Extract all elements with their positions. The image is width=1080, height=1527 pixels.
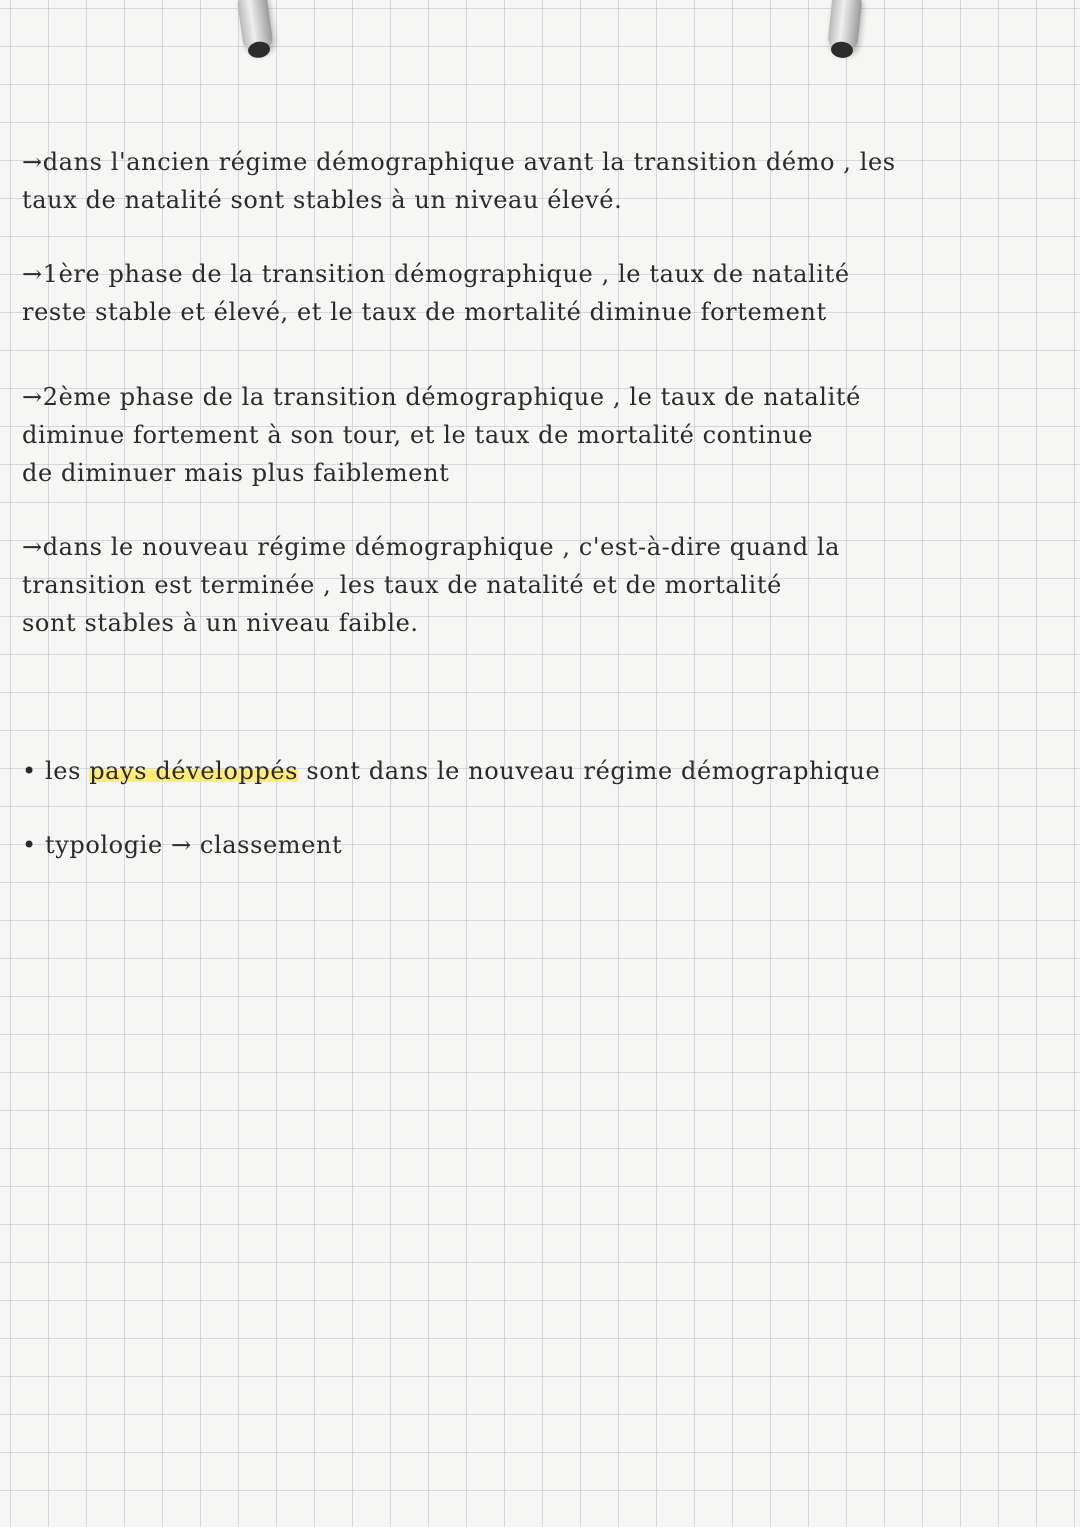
bullet-suffix: sont dans le nouveau régime démographique [298, 757, 881, 785]
note-ancien-regime: →dans l'ancien régime démographique avant la transition démo , les taux de natalité sont stables à un niveau élevé. [22, 148, 896, 214]
note-phase-2: →2ème phase de la transition démographique , le taux de natalité diminue fortement à son tour, et le taux de mortalité continue de diminuer mais plus faiblement [22, 383, 861, 487]
bullet-prefix: • les [22, 757, 90, 785]
note-nouveau-regime: →dans le nouveau régime démographique , c'est-à-dire quand la transition est terminée , les taux de natalité et de mortalité sont stables à un niveau faible. [22, 533, 841, 637]
note-phase-1: →1ère phase de la transition démographique , le taux de natalité reste stable et élevé, et le taux de mortalité diminue fortement [22, 260, 850, 326]
bullet-pays-developpes [22, 752, 1052, 790]
binder-ring-left [236, 0, 274, 54]
highlighted-text: pays développés [89, 757, 299, 785]
binder-ring-right [827, 0, 863, 53]
bullet-typologie: • typologie → classement [22, 831, 343, 859]
